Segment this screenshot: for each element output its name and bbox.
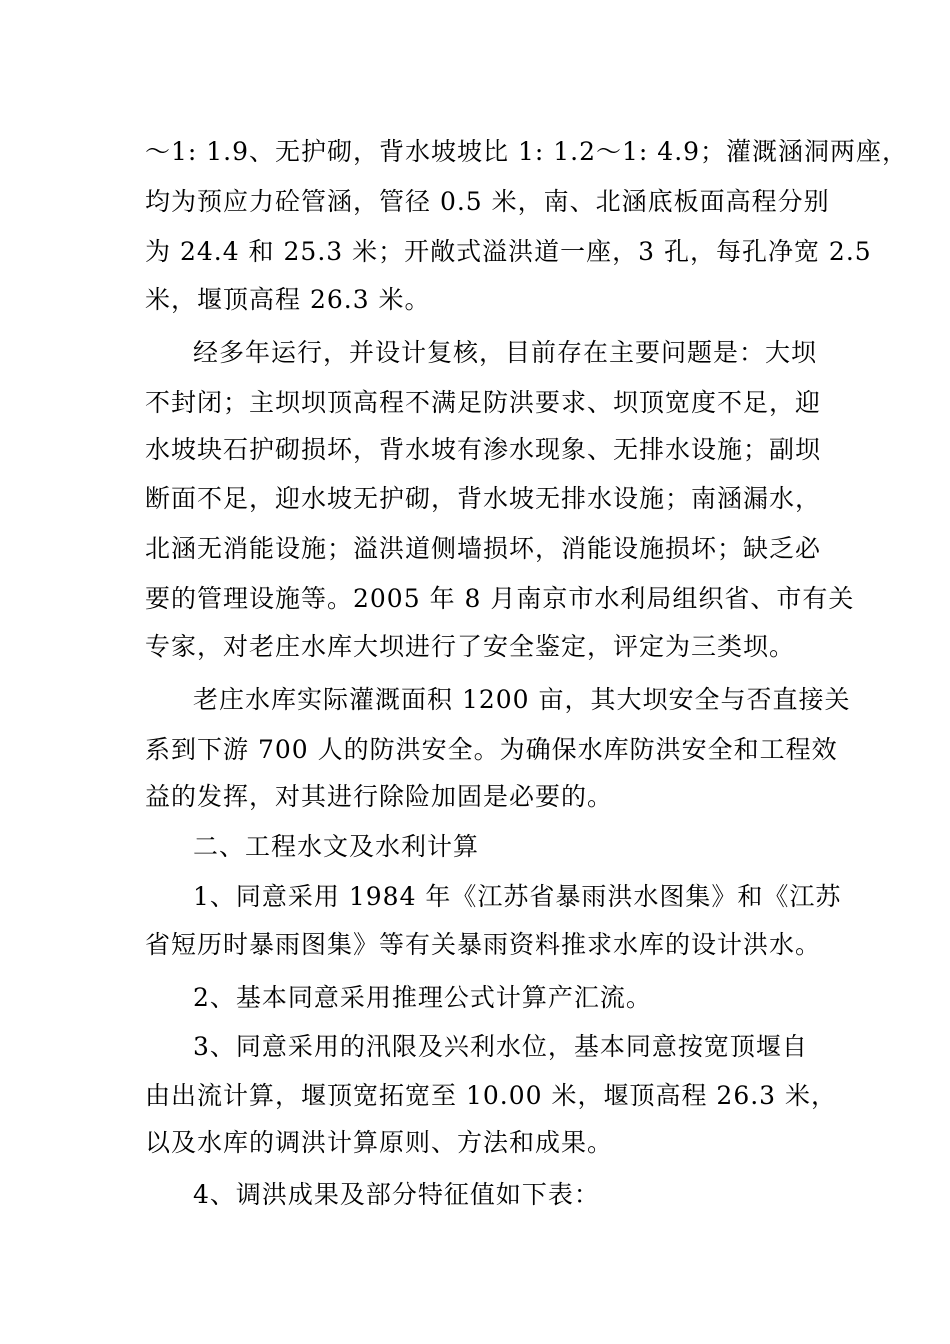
- text-line: 米，堰顶高程 26.3 米。: [145, 285, 431, 314]
- paragraph-start-line: 老庄水库实际灌溉面积 1200 亩，其大坝安全与否直接关: [193, 685, 851, 714]
- paragraph-start-line: 4、调洪成果及部分特征值如下表：: [193, 1180, 600, 1209]
- paragraph-start-line: 经多年运行，并设计复核，目前存在主要问题是：大坝: [193, 338, 818, 367]
- text-line: 省短历时暴雨图集》等有关暴雨资料推求水库的设计洪水。: [145, 930, 822, 959]
- text-line: 为 24.4 和 25.3 米；开敞式溢洪道一座，3 孔，每孔净宽 2.5: [145, 237, 872, 266]
- paragraph-start-line: 3、同意采用的汛限及兴利水位，基本同意按宽顶堰自: [193, 1032, 808, 1061]
- text-line: 水坡块石护砌损坏，背水坡有渗水现象、无排水设施；副坝: [145, 435, 822, 464]
- text-line: 断面不足，迎水坡无护砌，背水坡无排水设施；南涵漏水，: [145, 484, 822, 513]
- text-line: 由出流计算，堰顶宽拓宽至 10.00 米，堰顶高程 26.3 米，: [145, 1081, 838, 1110]
- text-line: 均为预应力砼管涵，管径 0.5 米，南、北涵底板面高程分别: [145, 187, 830, 216]
- text-line: 要的管理设施等。2005 年 8 月南京市水利局组织省、市有关: [145, 584, 855, 613]
- text-line: 以及水库的调洪计算原则、方法和成果。: [145, 1128, 614, 1157]
- paragraph-start-line: 2、基本同意采用推理公式计算产汇流。: [193, 983, 652, 1012]
- paragraph-start-line: 1、同意采用 1984 年《江苏省暴雨洪水图集》和《江苏: [193, 882, 842, 911]
- section-heading: 二、工程水文及水利计算: [193, 832, 480, 861]
- text-line: 益的发挥，对其进行除险加固是必要的。: [145, 782, 614, 811]
- text-line: 不封闭；主坝坝顶高程不满足防洪要求、坝顶宽度不足，迎: [145, 388, 822, 417]
- text-line: ～1: 1.9、无护砌，背水坡坡比 1: 1.2～1: 4.9；灌溉涵洞两座，: [145, 137, 909, 166]
- text-line: 专家，对老庄水库大坝进行了安全鉴定，评定为三类坝。: [145, 632, 796, 661]
- text-line: 北涵无消能设施；溢洪道侧墙损坏，消能设施损坏；缺乏必: [145, 534, 822, 563]
- text-line: 系到下游 700 人的防洪安全。为确保水库防洪安全和工程效: [145, 735, 838, 764]
